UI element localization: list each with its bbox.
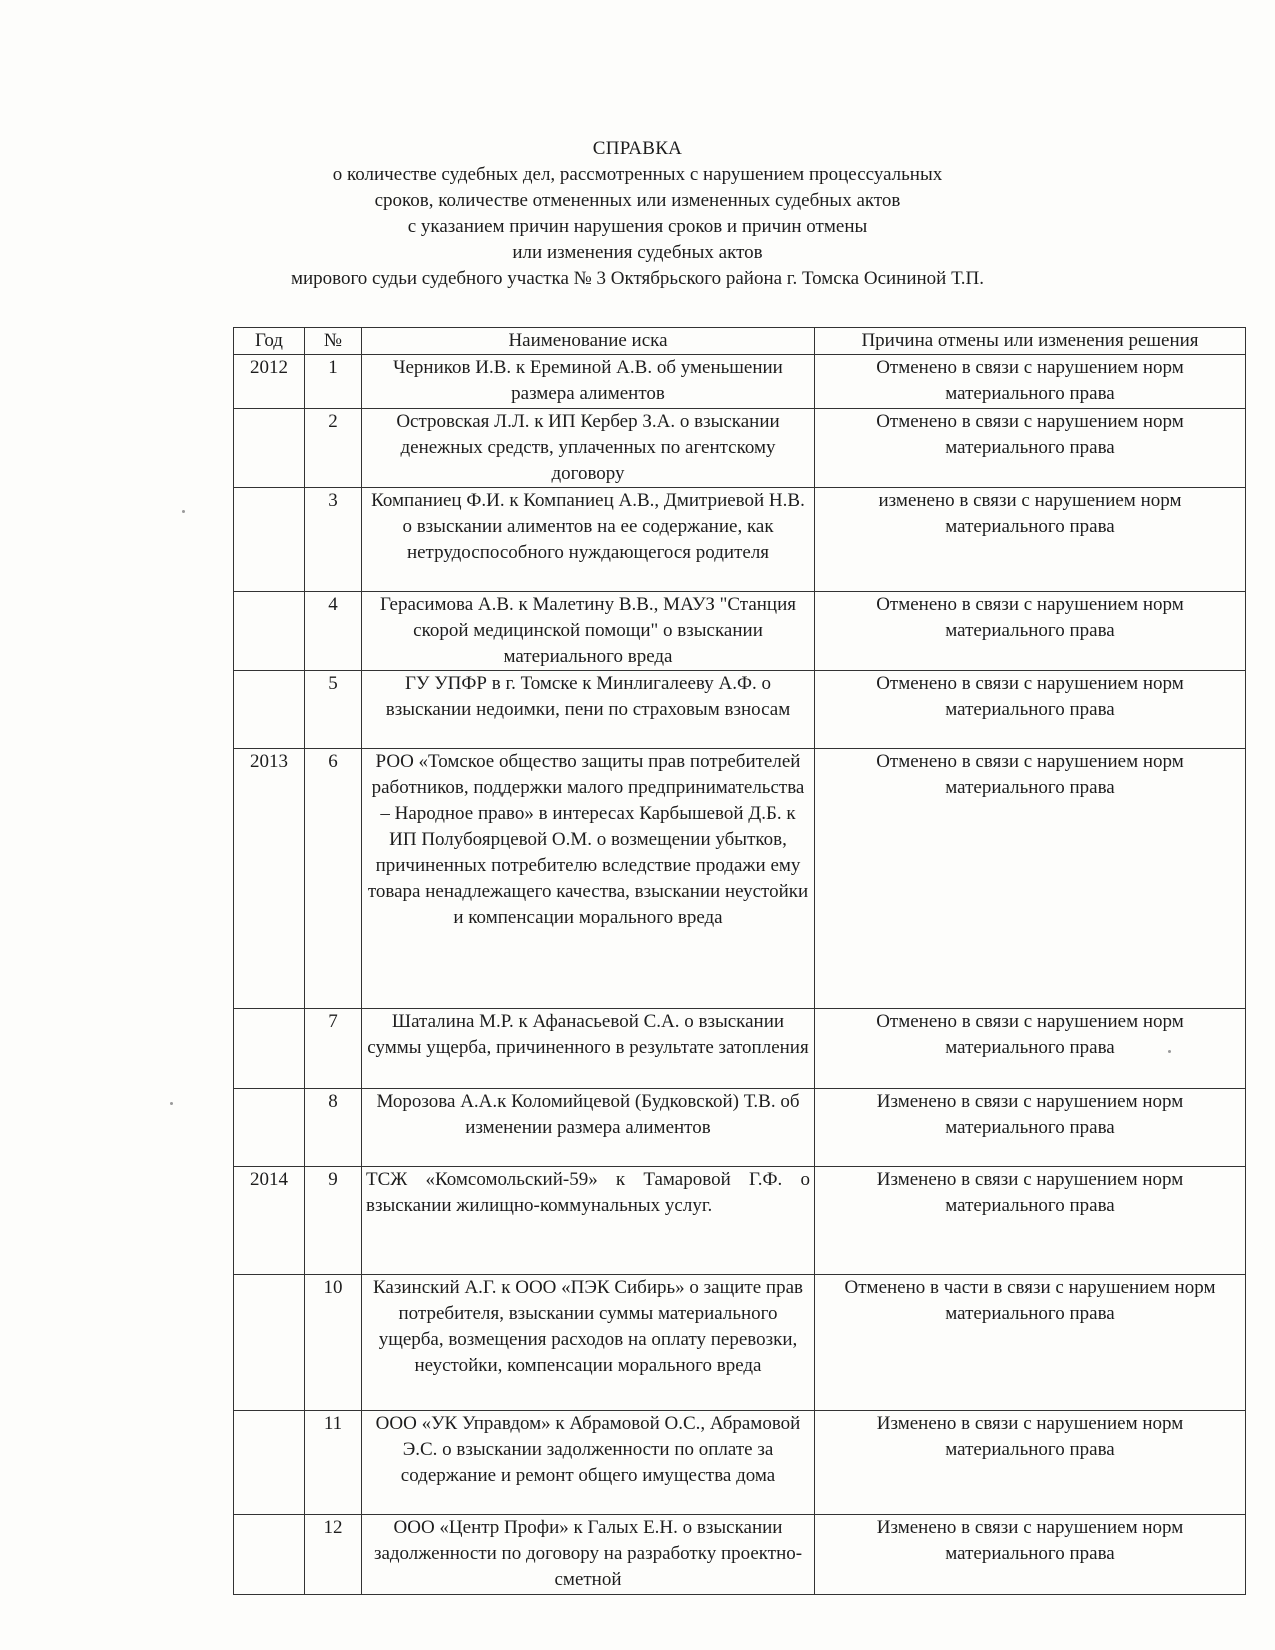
cell-claim: Черников И.В. к Ереминой А.В. об уменьшении размера алиментов <box>362 355 815 409</box>
cell-reason: Изменено в связи с нарушением норм материального права <box>815 1515 1246 1595</box>
cell-claim: Морозова А.А.к Коломийцевой (Будковской) Т.В. об изменении размера алиментов <box>362 1089 815 1167</box>
cell-number: 5 <box>305 671 362 749</box>
cell-year <box>234 1515 305 1595</box>
cell-reason: Отменено в связи с нарушением норм материального права <box>815 355 1246 409</box>
cell-number: 2 <box>305 409 362 488</box>
table-row <box>234 1167 1246 1275</box>
subtitle-line-5: мирового судьи судебного участка № 3 Октябрьского района г. Томска Осининой Т.П. <box>290 268 985 289</box>
cell-reason: Изменено в связи с нарушением норм материального права <box>815 1411 1246 1515</box>
cell-year <box>234 1009 305 1089</box>
cell-number: 8 <box>305 1089 362 1167</box>
table-header-row <box>234 328 1246 355</box>
cases-table <box>233 327 1246 1595</box>
cell-reason: Отменено в связи с нарушением норм материального права <box>815 1009 1246 1089</box>
cell-year: 2014 <box>234 1167 305 1275</box>
cell-number: 11 <box>305 1411 362 1515</box>
cell-number: 1 <box>305 355 362 409</box>
table-row <box>234 1411 1246 1515</box>
table-row <box>234 1275 1246 1411</box>
cell-reason: Отменено в связи с нарушением норм материального права <box>815 671 1246 749</box>
table-row <box>234 1009 1246 1089</box>
cell-claim: ГУ УПФР в г. Томске к Минлигалееву А.Ф. о взыскании недоимки, пени по страховым взносам <box>362 671 815 749</box>
cell-claim: Компаниец Ф.И. к Компаниец А.В., Дмитриевой Н.В. о взыскании алиментов на ее содержание, как нетрудоспособного нуждающегося родителя <box>362 488 815 592</box>
cell-year <box>234 1089 305 1167</box>
cell-number: 6 <box>305 749 362 1009</box>
cell-reason: Отменено в связи с нарушением норм материального права <box>815 749 1246 1009</box>
cell-claim: Островская Л.Л. к ИП Кербер З.А. о взыскании денежных средств, уплаченных по агентскому договору <box>362 409 815 488</box>
cell-reason: изменено в связи с нарушением норм материального права <box>815 488 1246 592</box>
scan-speck <box>170 1102 173 1105</box>
cell-reason: Отменено в связи с нарушением норм материального права <box>815 592 1246 671</box>
cell-reason: Изменено в связи с нарушением норм материального права <box>815 1167 1246 1275</box>
cell-number: 7 <box>305 1009 362 1089</box>
cell-number: 4 <box>305 592 362 671</box>
subtitle-line-3: с указанием причин нарушения сроков и причин отмены <box>407 216 868 237</box>
subtitle-line-2: сроков, количестве отмененных или измененных судебных актов <box>374 190 901 211</box>
document-header <box>0 136 1275 292</box>
cell-claim: Шаталина М.Р. к Афанасьевой С.А. о взыскании суммы ущерба, причиненного в результате затопления <box>362 1009 815 1089</box>
cell-year <box>234 1411 305 1515</box>
subtitle-line-1: о количестве судебных дел, рассмотренных с нарушением процессуальных <box>332 164 943 185</box>
cell-claim: ООО «Центр Профи» к Галых Е.Н. о взыскании задолженности по договору на разработку проектно-сметной <box>362 1515 815 1595</box>
table-row <box>234 488 1246 592</box>
cell-claim: ООО «УК Управдом» к Абрамовой О.С., Абрамовой Э.С. о взыскании задолженности по оплате за содержание и ремонт общего имущества дома <box>362 1411 815 1515</box>
table-row <box>234 671 1246 749</box>
table-row <box>234 1089 1246 1167</box>
cell-number: 3 <box>305 488 362 592</box>
cell-claim: Казинский А.Г. к ООО «ПЭК Сибирь» о защите прав потребителя, взыскании суммы материального ущерба, возмещения расходов на оплату перевозки, неустойки, компенсации морального вреда <box>362 1275 815 1411</box>
document-title: СПРАВКА <box>592 138 683 159</box>
table-row <box>234 355 1246 409</box>
cell-year <box>234 592 305 671</box>
cell-number: 9 <box>305 1167 362 1275</box>
cell-claim: Герасимова А.В. к Малетину В.В., МАУЗ "Станция скорой медицинской помощи" о взыскании материального вреда <box>362 592 815 671</box>
cell-year <box>234 488 305 592</box>
table-row <box>234 749 1246 1009</box>
cell-reason: Отменено в части в связи с нарушением норм материального права <box>815 1275 1246 1411</box>
column-header-year: Год <box>234 328 305 355</box>
table-row <box>234 409 1246 488</box>
column-header-reason: Причина отмены или изменения решения <box>815 328 1246 355</box>
cell-year <box>234 1275 305 1411</box>
scan-speck <box>1168 1050 1171 1053</box>
subtitle-line-4: или изменения судебных актов <box>512 242 763 263</box>
cell-claim: РОО «Томское общество защиты прав потребителей работников, поддержки малого предпринимательства – Народное право» в интересах Карбышевой Д.Б. к ИП Полубоярцевой О.М. о возмещении убытков, причиненных потребителю вследствие продажи ему товара ненадлежащего качества, взыскании неустойки и компенсации морального вреда <box>362 749 815 1009</box>
cell-year: 2013 <box>234 749 305 1009</box>
cell-reason: Изменено в связи с нарушением норм материального права <box>815 1089 1246 1167</box>
table-row <box>234 592 1246 671</box>
cell-claim: ТСЖ «Комсомольский-59» к Тамаровой Г.Ф. о взыскании жилищно-коммунальных услуг. <box>362 1167 815 1275</box>
cell-reason: Отменено в связи с нарушением норм материального права <box>815 409 1246 488</box>
column-header-claim: Наименование иска <box>362 328 815 355</box>
cell-year <box>234 409 305 488</box>
scan-speck <box>182 510 185 513</box>
cell-number: 12 <box>305 1515 362 1595</box>
table-row <box>234 1515 1246 1595</box>
cell-year: 2012 <box>234 355 305 409</box>
cell-number: 10 <box>305 1275 362 1411</box>
column-header-number: № <box>305 328 362 355</box>
cell-year <box>234 671 305 749</box>
